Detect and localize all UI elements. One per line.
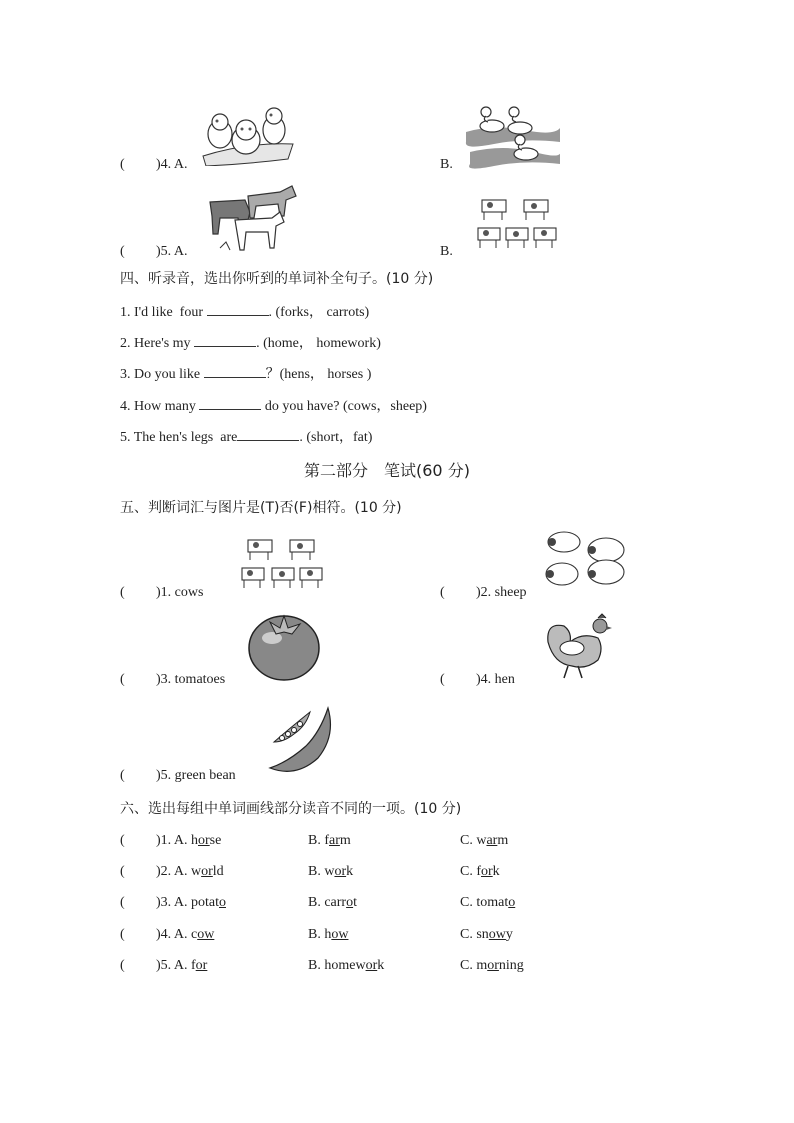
s6-option-c: C. snowy bbox=[460, 927, 513, 942]
q5-b-label: B. bbox=[440, 244, 453, 259]
dogs-picture bbox=[198, 104, 298, 166]
section5-title: 五、判断词汇与图片是(T)否(F)相符。(10 分) bbox=[120, 500, 402, 516]
s5-paren-2: ( bbox=[440, 585, 445, 600]
part2-title: 第二部分 笔试(60 分) bbox=[304, 461, 470, 480]
s6-paren: ( bbox=[120, 895, 125, 910]
sheep-picture bbox=[544, 528, 628, 594]
s6-option-a: )5. A. for bbox=[156, 958, 208, 973]
section4-title: 四、听录音，选出你听到的单词补全句子。(10 分) bbox=[120, 271, 434, 287]
s6-option-b: B. carrot bbox=[308, 895, 357, 910]
s6-option-b: B. work bbox=[308, 864, 354, 879]
tomato-picture bbox=[246, 608, 322, 682]
q5-paren: ( bbox=[120, 244, 125, 259]
s6-option-c: C. tomato bbox=[460, 895, 516, 910]
s5-item-2: )2. sheep bbox=[476, 585, 527, 600]
s5-paren-4: ( bbox=[440, 672, 445, 687]
s5-item-5: )5. green bean bbox=[156, 768, 236, 783]
s5-item-4: )4. hen bbox=[476, 672, 515, 687]
q5-label: )5. A. bbox=[156, 244, 188, 259]
s6-option-a: )2. A. world bbox=[156, 864, 224, 879]
q4-label: )4. A. bbox=[156, 157, 188, 172]
s6-paren: ( bbox=[120, 833, 125, 848]
s5-paren-1: ( bbox=[120, 585, 125, 600]
s6-paren: ( bbox=[120, 864, 125, 879]
s5-item-1: )1. cows bbox=[156, 585, 204, 600]
s6-option-c: C. warm bbox=[460, 833, 509, 848]
s6-option-a: )1. A. horse bbox=[156, 833, 222, 848]
s4-item-2: 2. Here's my . (home， homework) bbox=[120, 332, 381, 353]
cows-picture bbox=[474, 188, 566, 254]
s5-item-3: )3. tomatoes bbox=[156, 672, 226, 687]
green-bean-picture bbox=[266, 702, 336, 778]
s4-item-1: 1. I'd like four . (forks， carrots) bbox=[120, 301, 369, 322]
q4-paren: ( bbox=[120, 157, 125, 172]
s6-option-c: C. morning bbox=[460, 958, 524, 973]
s5-paren-3: ( bbox=[120, 672, 125, 687]
s6-option-a: )4. A. cow bbox=[156, 927, 215, 942]
s6-paren: ( bbox=[120, 927, 125, 942]
s4-item-4: 4. How many do you have? (cows，sheep) bbox=[120, 395, 427, 416]
hen-picture bbox=[542, 612, 614, 682]
horses-picture bbox=[200, 182, 300, 256]
s6-option-b: B. homework bbox=[308, 958, 385, 973]
s6-option-c: C. fork bbox=[460, 864, 500, 879]
section6-title: 六、选出每组中单词画线部分读音不同的一项。(10 分) bbox=[120, 801, 462, 817]
s6-option-b: B. how bbox=[308, 927, 349, 942]
ducks-picture bbox=[464, 102, 560, 170]
s6-option-b: B. farm bbox=[308, 833, 351, 848]
cows-picture-2 bbox=[238, 530, 330, 594]
s4-item-5: 5. The hen's legs are . (short，fat) bbox=[120, 426, 372, 447]
s6-option-a: )3. A. potato bbox=[156, 895, 226, 910]
s6-paren: ( bbox=[120, 958, 125, 973]
s5-paren-5: ( bbox=[120, 768, 125, 783]
q4-b-label: B. bbox=[440, 157, 453, 172]
s4-item-3: 3. Do you like ？(hens， horses ) bbox=[120, 363, 371, 384]
